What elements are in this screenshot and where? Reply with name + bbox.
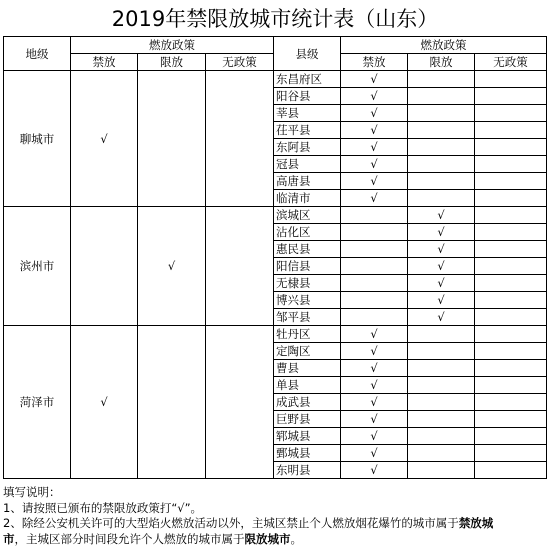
county-policy-ban-cell [341,122,408,139]
county-name: 巨野县 [274,411,341,428]
county-policy-none-cell [475,377,547,394]
county-policy-limit-cell [408,292,475,309]
county-name: 单县 [274,377,341,394]
county-policy-limit-cell [408,258,475,275]
table-row [4,207,547,224]
county-policy-limit-cell [408,462,475,479]
county-name: 成武县 [274,394,341,411]
county-policy-none-cell [475,275,547,292]
county-policy-limit-cell [408,428,475,445]
county-policy-limit-cell [408,360,475,377]
county-policy-limit-cell [408,343,475,360]
county-policy-limit-cell [408,377,475,394]
county-policy-none-cell [475,326,547,343]
city-policy-limit-cell [138,71,206,207]
table-row [4,71,547,88]
county-name: 鄄城县 [274,445,341,462]
county-policy-none-cell [475,394,547,411]
check-mark-icon: √ [370,446,378,460]
county-policy-ban-cell [341,309,408,326]
county-name: 惠民县 [274,241,341,258]
county-policy-limit-cell [408,394,475,411]
county-name: 东昌府区 [274,71,341,88]
county-policy-none-cell [475,411,547,428]
check-mark-icon: √ [370,191,378,205]
county-policy-limit-cell [408,411,475,428]
check-mark-icon: √ [370,412,378,426]
table-row [4,326,547,343]
county-policy-limit-cell [408,156,475,173]
county-name: 牡丹区 [274,326,341,343]
county-policy-limit-cell [408,190,475,207]
county-name: 郓城县 [274,428,341,445]
county-name: 博兴县 [274,292,341,309]
check-mark-icon: √ [370,344,378,358]
check-mark-icon: √ [370,327,378,341]
county-name: 茌平县 [274,122,341,139]
county-policy-none-cell [475,309,547,326]
county-policy-ban-cell [341,258,408,275]
county-policy-none-cell [475,139,547,156]
county-policy-limit-cell [408,309,475,326]
county-policy-none-cell [475,122,547,139]
instructions-line-3-text: ，主城区部分时间段允许个人燃放的城市属于 [14,531,245,546]
county-policy-limit-cell [408,88,475,105]
check-mark-icon: √ [100,131,108,146]
county-policy-ban-cell [341,173,408,190]
county-name: 定陶区 [274,343,341,360]
check-mark-icon: √ [437,225,445,239]
county-policy-none-cell [475,241,547,258]
county-policy-ban-cell [341,241,408,258]
county-policy-ban-cell [341,343,408,360]
county-policy-none-cell [475,190,547,207]
county-policy-ban-cell [341,292,408,309]
county-policy-ban-cell [341,156,408,173]
county-policy-ban-cell [341,88,408,105]
county-policy-ban-cell [341,139,408,156]
city-policy-none-cell [206,71,274,207]
county-name: 阳信县 [274,258,341,275]
county-name: 滨城区 [274,207,341,224]
check-mark-icon: √ [370,89,378,103]
county-policy-limit-cell [408,139,475,156]
city-name: 滨州市 [4,207,71,326]
header-policy-group-right: 燃放政策 [341,37,547,54]
check-mark-icon: √ [370,106,378,120]
county-name: 莘县 [274,105,341,122]
instructions-line-1: 1、请按照已颁布的禁限放政策打“√”。 [3,500,203,515]
county-policy-none-cell [475,292,547,309]
county-policy-none-cell [475,173,547,190]
county-policy-limit-cell [408,173,475,190]
county-policy-ban-cell [341,207,408,224]
county-name: 冠县 [274,156,341,173]
check-mark-icon: √ [437,293,445,307]
check-mark-icon: √ [437,242,445,256]
county-policy-ban-cell [341,71,408,88]
county-policy-none-cell [475,207,547,224]
header-ban-right: 禁放 [341,54,408,71]
check-mark-icon: √ [370,378,378,392]
county-policy-ban-cell [341,275,408,292]
county-name: 临清市 [274,190,341,207]
check-mark-icon: √ [370,72,378,86]
county-policy-none-cell [475,462,547,479]
county-policy-none-cell [475,360,547,377]
header-limit: 限放 [138,54,206,71]
check-mark-icon: √ [370,463,378,477]
city-policy-ban-cell [71,207,138,326]
check-mark-icon: √ [167,259,176,273]
header-policy-group: 燃放政策 [71,37,274,54]
check-mark-icon: √ [370,123,378,137]
county-policy-ban-cell [341,428,408,445]
check-mark-icon: √ [100,395,108,409]
instructions-line-2-text: 2、除经公安机关许可的大型焰火燃放活动以外，主城区禁止个人燃放烟花爆竹的城市属于 [3,516,459,530]
city-policy-none-cell [206,326,274,479]
county-name: 高唐县 [274,173,341,190]
instructions-heading: 填写说明： [3,485,61,499]
header-none-right: 无政策 [475,54,547,71]
county-policy-limit-cell [408,122,475,139]
county-policy-none-cell [475,258,547,275]
county-policy-none-cell [475,105,547,122]
check-mark-icon: √ [437,208,445,222]
county-policy-ban-cell [341,462,408,479]
county-policy-ban-cell [341,411,408,428]
instructions-ban-city-label-end: 市 [3,531,15,546]
county-policy-none-cell [475,224,547,241]
county-policy-ban-cell [341,360,408,377]
city-name: 菏泽市 [4,326,71,479]
check-mark-icon: √ [370,395,378,409]
header-city-level: 地级 [4,37,71,71]
county-policy-none-cell [475,428,547,445]
header-ban: 禁放 [71,54,138,71]
check-mark-icon: √ [437,259,445,273]
city-policy-limit-cell [138,326,206,479]
county-policy-ban-cell [341,105,408,122]
county-policy-none-cell [475,156,547,173]
county-policy-ban-cell [341,394,408,411]
county-policy-limit-cell [408,241,475,258]
check-mark-icon: √ [370,140,378,154]
county-policy-none-cell [475,88,547,105]
check-mark-icon: √ [370,174,378,188]
county-name: 东明县 [274,462,341,479]
county-policy-ban-cell [341,445,408,462]
city-policy-ban-cell [71,71,138,207]
instructions [3,485,547,547]
county-policy-limit-cell [408,71,475,88]
county-policy-limit-cell [408,105,475,122]
county-policy-limit-cell [408,207,475,224]
check-mark-icon: √ [370,157,378,171]
county-policy-ban-cell [341,326,408,343]
county-policy-limit-cell [408,224,475,241]
county-policy-ban-cell [341,377,408,394]
county-name: 东阿县 [274,139,341,156]
county-policy-none-cell [475,445,547,462]
city-policy-limit-cell [138,207,206,326]
header-limit-right: 限放 [408,54,475,71]
check-mark-icon: √ [370,429,378,443]
header-none: 无政策 [206,54,274,71]
check-mark-icon: √ [370,361,378,375]
policy-table [3,36,547,479]
county-name: 邹平县 [274,309,341,326]
county-policy-limit-cell [408,445,475,462]
instructions-line-3-end: 。 [290,531,302,546]
instructions-line-3 [3,532,547,548]
county-policy-none-cell [475,71,547,88]
city-policy-ban-cell [71,326,138,479]
county-policy-limit-cell [408,275,475,292]
page-title: 2019年禁限放城市统计表（山东） [111,7,439,31]
county-policy-none-cell [475,343,547,360]
city-policy-none-cell [206,207,274,326]
county-policy-ban-cell [341,224,408,241]
city-name: 聊城市 [4,71,71,207]
county-name: 曹县 [274,360,341,377]
check-mark-icon: √ [437,310,445,324]
instructions-line-2 [3,516,547,532]
check-mark-icon: √ [437,276,445,290]
county-name: 沾化区 [274,224,341,241]
county-policy-ban-cell [341,190,408,207]
county-name: 阳谷县 [274,88,341,105]
instructions-limit-city-label: 限放城市 [244,531,291,546]
county-policy-limit-cell [408,326,475,343]
header-county-level: 县级 [274,37,341,71]
instructions-ban-city-label: 禁放城 [458,516,494,530]
county-name: 无棣县 [274,275,341,292]
